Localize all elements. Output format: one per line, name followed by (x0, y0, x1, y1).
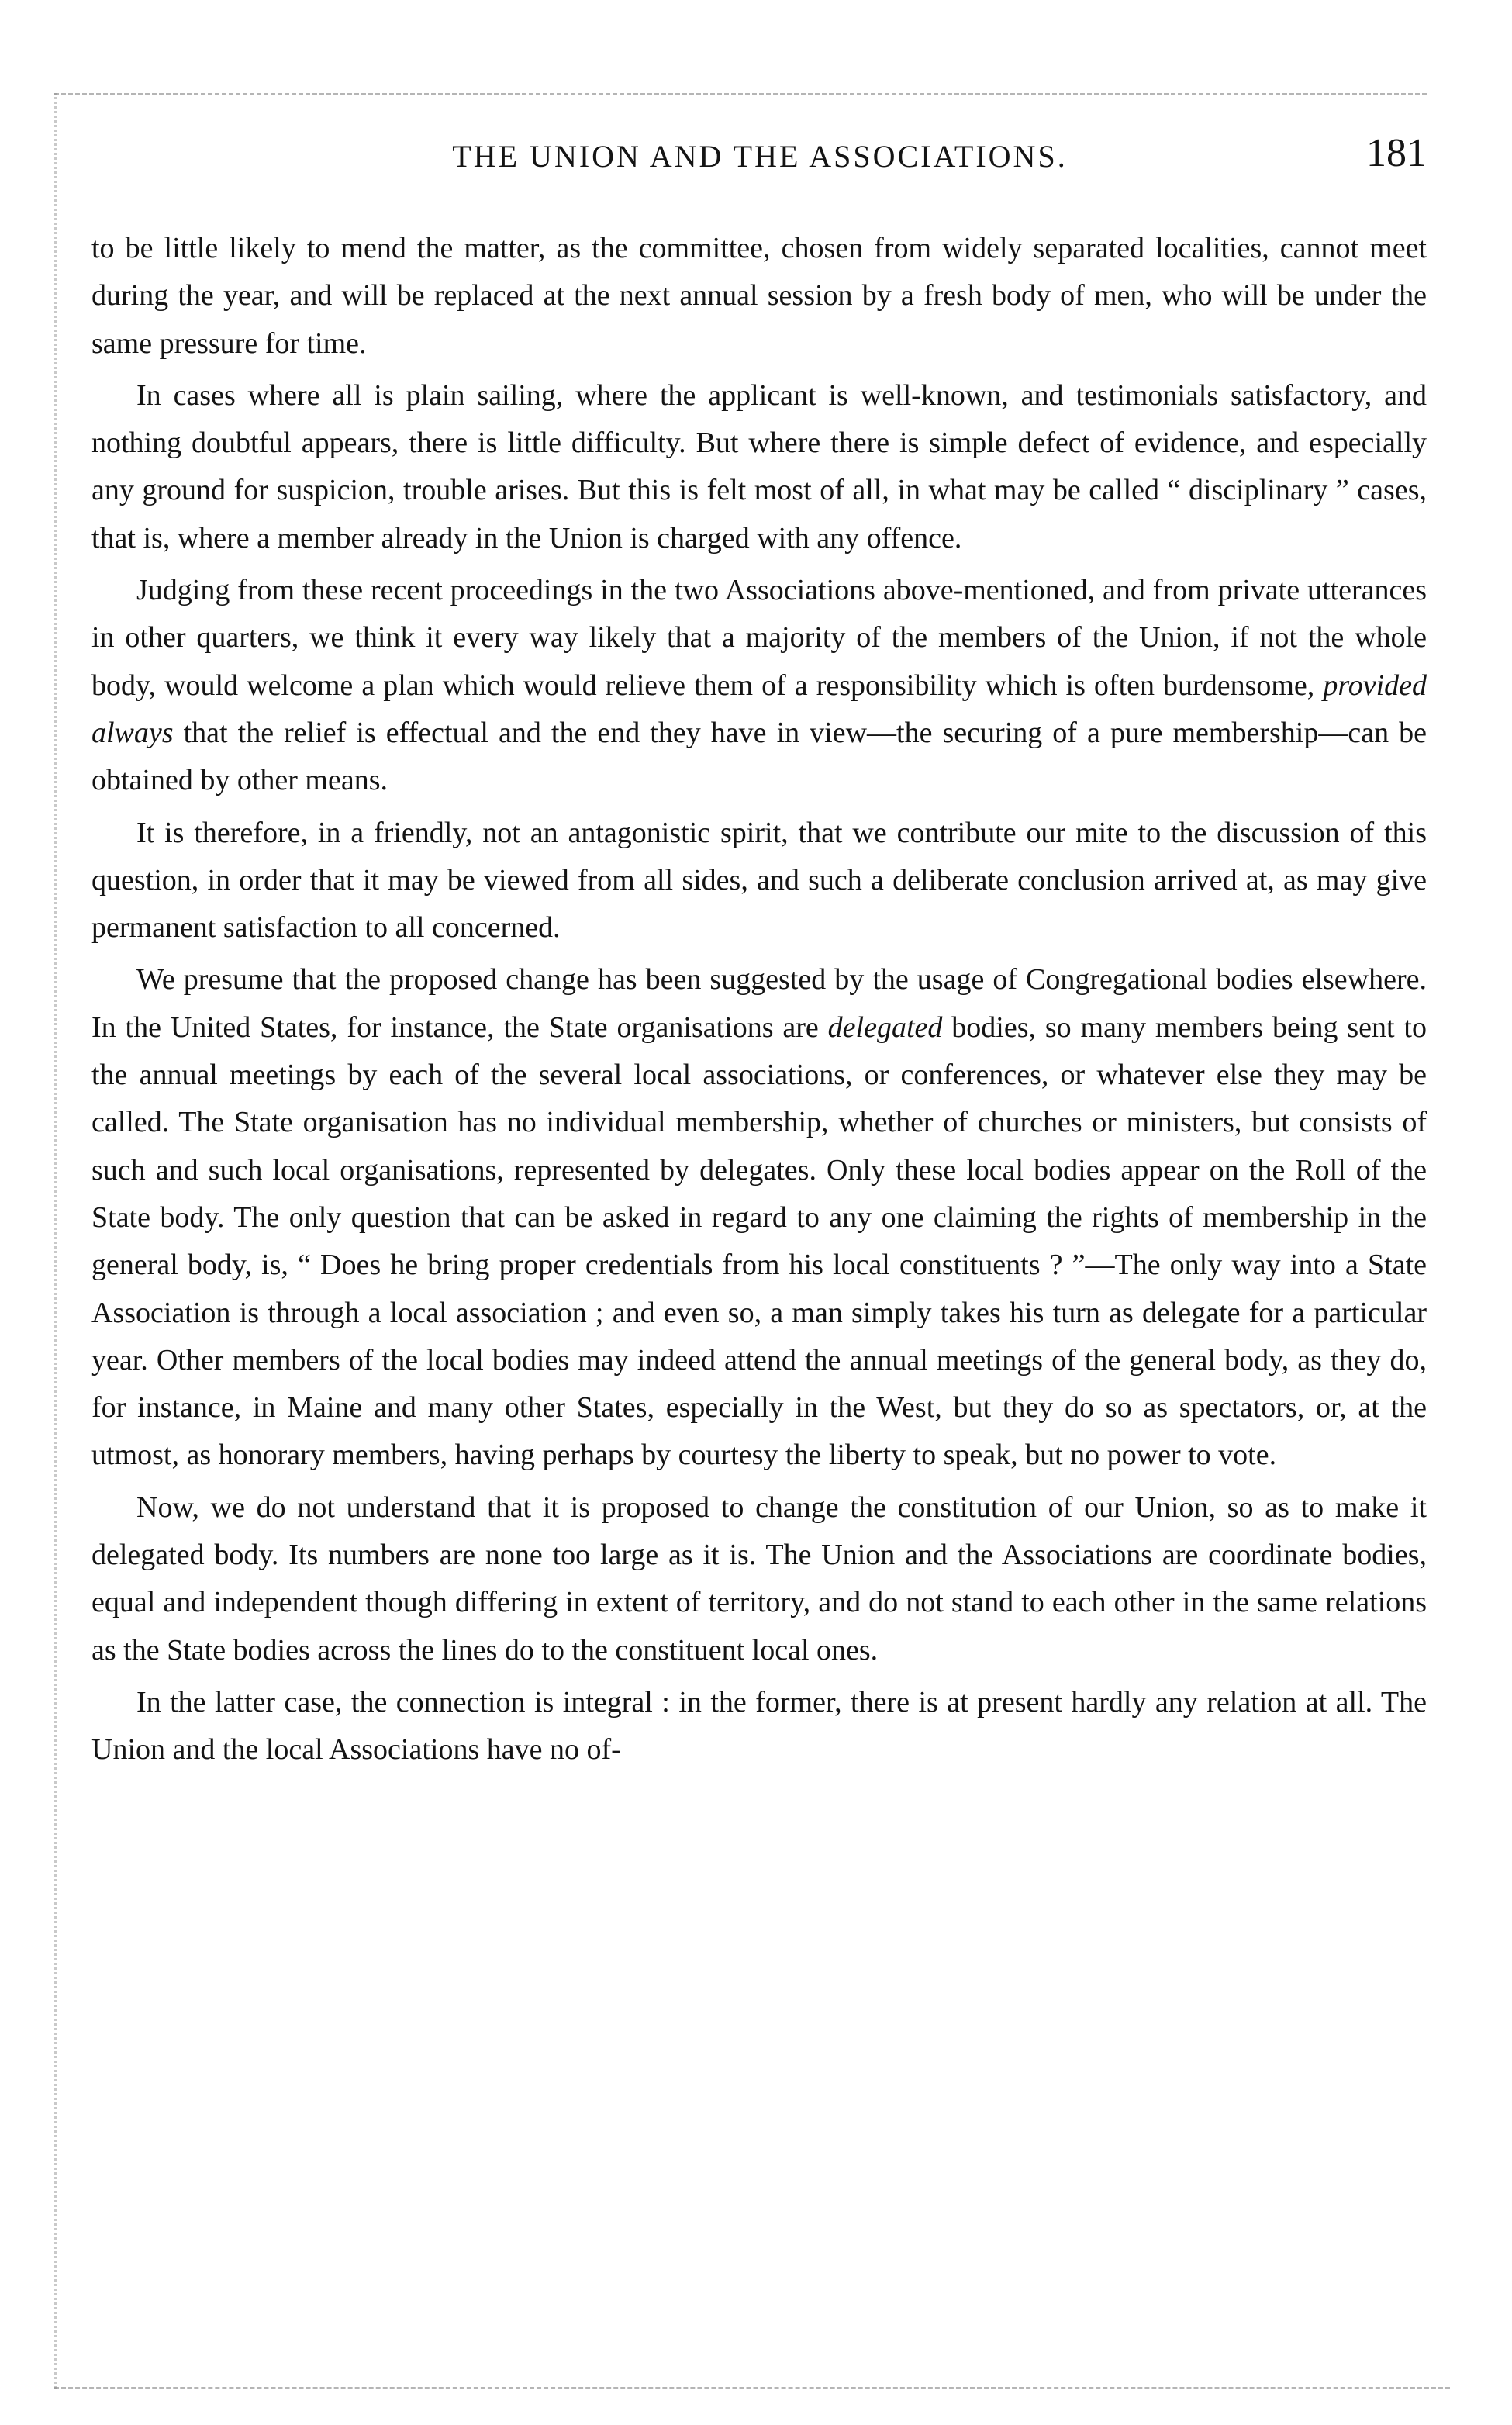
scan-edge-left (54, 93, 57, 2389)
scan-edge-top (54, 93, 1427, 95)
paragraph-text: bodies, so many members being sent to the annual meetings by each of the several local associations, or conferences, or whatever else they may be called. The State organisation has no individual membership, whether of churches or ministers, but consists of such and such local organisations, represented by delegates. Only these local bodies appear on the Roll of the State body. The only question that can be asked in regard to any one claiming the rights of membership in the general body, is, “ Does he bring proper credentials from his local constituents ? ”—The only way into a State Association is through a local association ; and even so, a man simply takes his turn as delegate for a particular year. Other members of the local bodies may indeed attend the annual meetings of the general body, as they do, for instance, in Maine and many other States, especially in the West, but they do so as spectators, or, at the utmost, as honorary members, having perhaps by courtesy the liberty to speak, but no power to vote. (91, 1010, 1427, 1472)
paragraph-text: to be little likely to mend the matter, as the committee, chosen from widely separated localities, cannot meet during the year, and will be replaced at the next annual session by a fresh body of men, who will be under the same pressure for time. (91, 232, 1427, 360)
paragraph (91, 567, 1427, 804)
paragraph-emphasis: provided always (91, 668, 1427, 749)
paragraph-emphasis: delegated (827, 1010, 943, 1044)
page-number: 181 (1366, 131, 1427, 175)
paragraph (91, 1679, 1427, 1774)
paragraph-text: In the latter case, the connection is integral : in the former, there is at present hardly any relation at all. The Union and the local Associations have no of- (91, 1685, 1427, 1767)
page-header (93, 130, 1427, 200)
paragraph-text: In cases where all is plain sailing, where the applicant is well-known, and testimonials satisfactory, and nothing doubtful appears, there is little difficulty. But where there is simple defect of evidence, and especially any ground for suspicion, trouble arises. But this is felt most of all, in what may be called “ disciplinary ” cases, that is, where a member already in the Union is charged with any offence. (91, 378, 1427, 554)
running-title: THE UNION AND THE ASSOCIATIONS. (452, 139, 1068, 174)
paragraph-text: It is therefore, in a friendly, not an antagonistic spirit, that we contribute our mite to the discussion of this question, in order that it may be viewed from all sides, and such a deliberate conclusion arrived at, as may give permanent satisfaction to all concerned. (91, 816, 1427, 945)
page-body (91, 225, 1427, 1774)
paragraph-text: Now, we do not understand that it is proposed to change the constitution of our Union, so as to make it delegated body. Its numbers are none too large as it is. The Union and the Associations are coordinate bodies, equal and independent though differing in extent of territory, and do not stand to each other in the same relations as the State bodies across the lines do to the constituent local ones. (91, 1491, 1427, 1667)
paragraph-text: Judging from these recent proceedings in the two Associations above-mentioned, and from private utterances in other quarters, we think it every way likely that a majority of the members of the Union, if not the whole body, would welcome a plan which would relieve them of a responsibility which is often burdensome, (91, 574, 1427, 702)
paragraph (91, 1484, 1427, 1674)
paragraph-text: We presume that the proposed change has been suggested by the usage of Congregational bodies elsewhere. In the United States, for instance, the State organisations are (91, 963, 1427, 1044)
scan-edge-bottom (54, 2387, 1450, 2389)
paragraph (91, 956, 1427, 1479)
paragraph-text: that the relief is effectual and the end they have in view—the securing of a pure membership—can be obtained by other means. (91, 716, 1427, 797)
paragraph (91, 810, 1427, 952)
paragraph-continued (91, 225, 1427, 368)
paragraph (91, 372, 1427, 562)
